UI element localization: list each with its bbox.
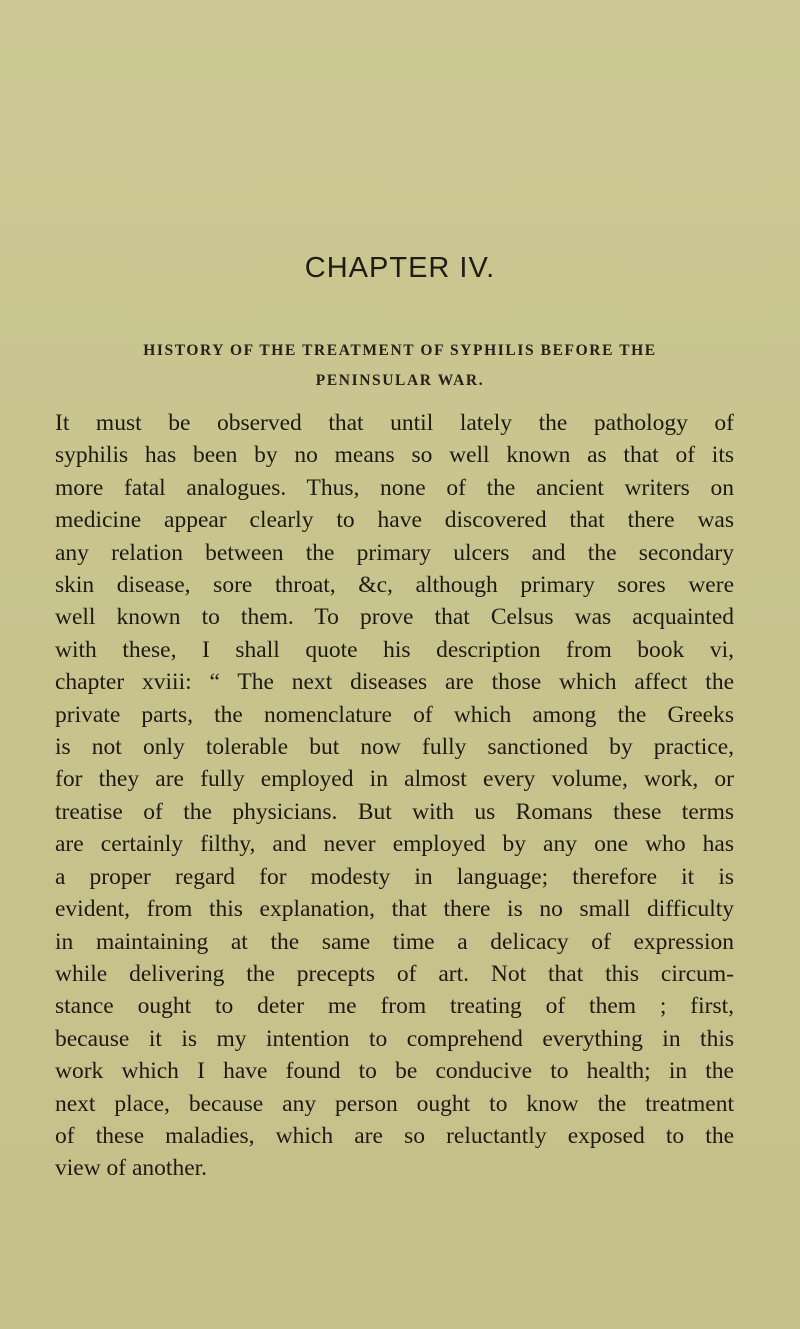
text-line: It must be observed that until lately the pathology of xyxy=(55,410,734,436)
text-line: with these, I shall quote his description from book vi, xyxy=(55,636,734,663)
text-line: stance ought to deter me from treating of them ; first, xyxy=(55,993,734,1020)
text-line: treatise of the physicians. But with us Romans these terms xyxy=(55,798,734,825)
text-line: are certainly filthy, and never employed by any one who has xyxy=(55,831,734,858)
chapter-title: CHAPTER IV. xyxy=(304,252,496,284)
text-line: in maintaining at the same time a delicacy of expression xyxy=(55,928,734,955)
text-line: of these maladies, which are so reluctantly exposed to the xyxy=(55,1122,734,1149)
chapter-subtitle-line-2: PENINSULAR WAR. xyxy=(315,372,485,389)
text-line: because it is my intention to comprehend everything in this xyxy=(55,1025,734,1052)
text-line: for they are fully employed in almost every volume, work, or xyxy=(55,766,734,793)
text-line: evident, from this explanation, that there is no small difficulty xyxy=(55,896,734,923)
text-line: skin disease, sore throat, &c, although primary sores were xyxy=(55,572,734,599)
text-line: medicine appear clearly to have discovered that there was xyxy=(55,507,734,534)
chapter-subtitle-line-1: HISTORY OF THE TREATMENT OF SYPHILIS BEFORE THE xyxy=(143,342,657,359)
text-line: chapter xviii: “ The next diseases are those which affect the xyxy=(55,669,734,696)
text-line: view of another. xyxy=(55,1155,208,1182)
text-line: next place, because any person ought to know the treatment xyxy=(55,1090,734,1117)
text-line: a proper regard for modesty in language; therefore it is xyxy=(55,863,734,890)
text-line: is not only tolerable but now fully sanctioned by practice, xyxy=(55,734,734,761)
text-line: work which I have found to be conducive to health; in the xyxy=(55,1058,734,1085)
text-line: syphilis has been by no means so well known as that of its xyxy=(55,442,734,469)
body-paragraph xyxy=(55,407,734,1185)
text-line: well known to them. To prove that Celsus was acquainted xyxy=(55,604,734,631)
text-line: private parts, the nomenclature of which among the Greeks xyxy=(55,701,734,728)
text-line: while delivering the precepts of art. Not that this circum- xyxy=(55,960,734,987)
text-line: any relation between the primary ulcers and the secondary xyxy=(55,539,734,566)
text-line: more fatal analogues. Thus, none of the ancient writers on xyxy=(55,474,734,501)
